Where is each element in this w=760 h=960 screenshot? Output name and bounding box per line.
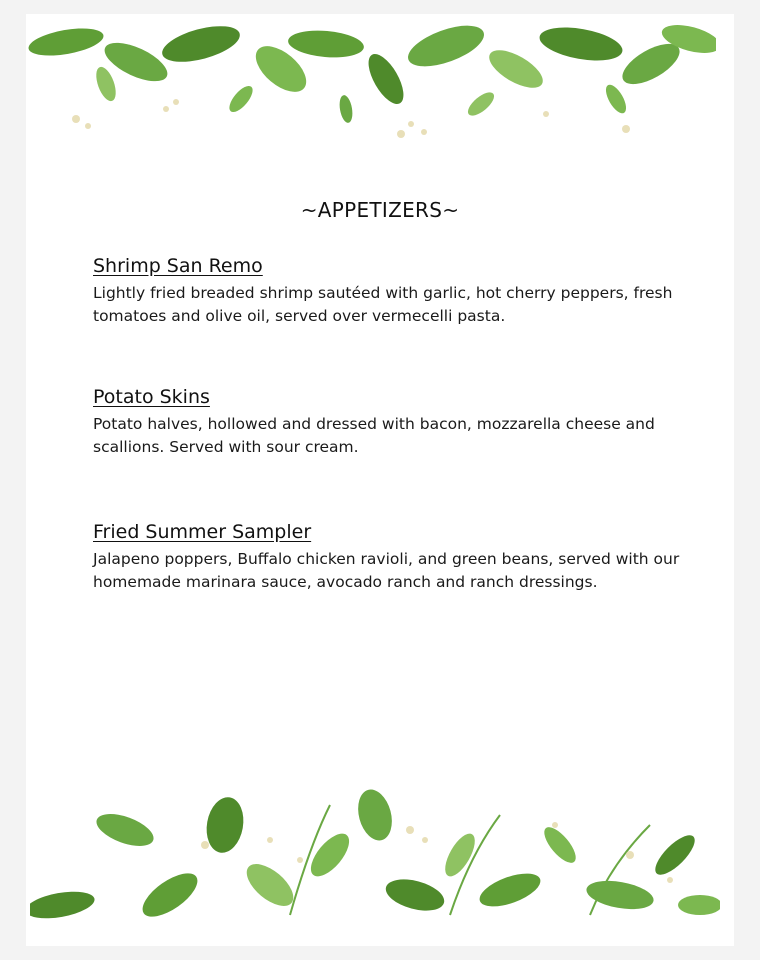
menu-item-name: Fried Summer Sampler xyxy=(93,521,312,543)
leaf-border-bottom xyxy=(30,785,720,920)
menu-item xyxy=(93,385,693,459)
menu-item-description: Lightly fried breaded shrimp sautéed with garlic, hot cherry peppers, fresh tomatoes and olive oil, served over vermecelli pasta. xyxy=(93,284,673,325)
menu-item xyxy=(93,254,693,328)
leaf-border-top xyxy=(26,14,716,154)
menu-item-description: Jalapeno poppers, Buffalo chicken ravioli, and green beans, served with our homemade marinara sauce, avocado ranch and ranch dressings. xyxy=(93,550,680,591)
menu-item-description: Potato halves, hollowed and dressed with bacon, mozzarella cheese and scallions. Served with sour cream. xyxy=(93,415,655,456)
menu-item-name: Potato Skins xyxy=(93,386,210,408)
section-title: ~APPETIZERS~ xyxy=(300,198,460,222)
menu-item xyxy=(93,520,693,594)
menu-item-name: Shrimp San Remo xyxy=(93,255,263,277)
